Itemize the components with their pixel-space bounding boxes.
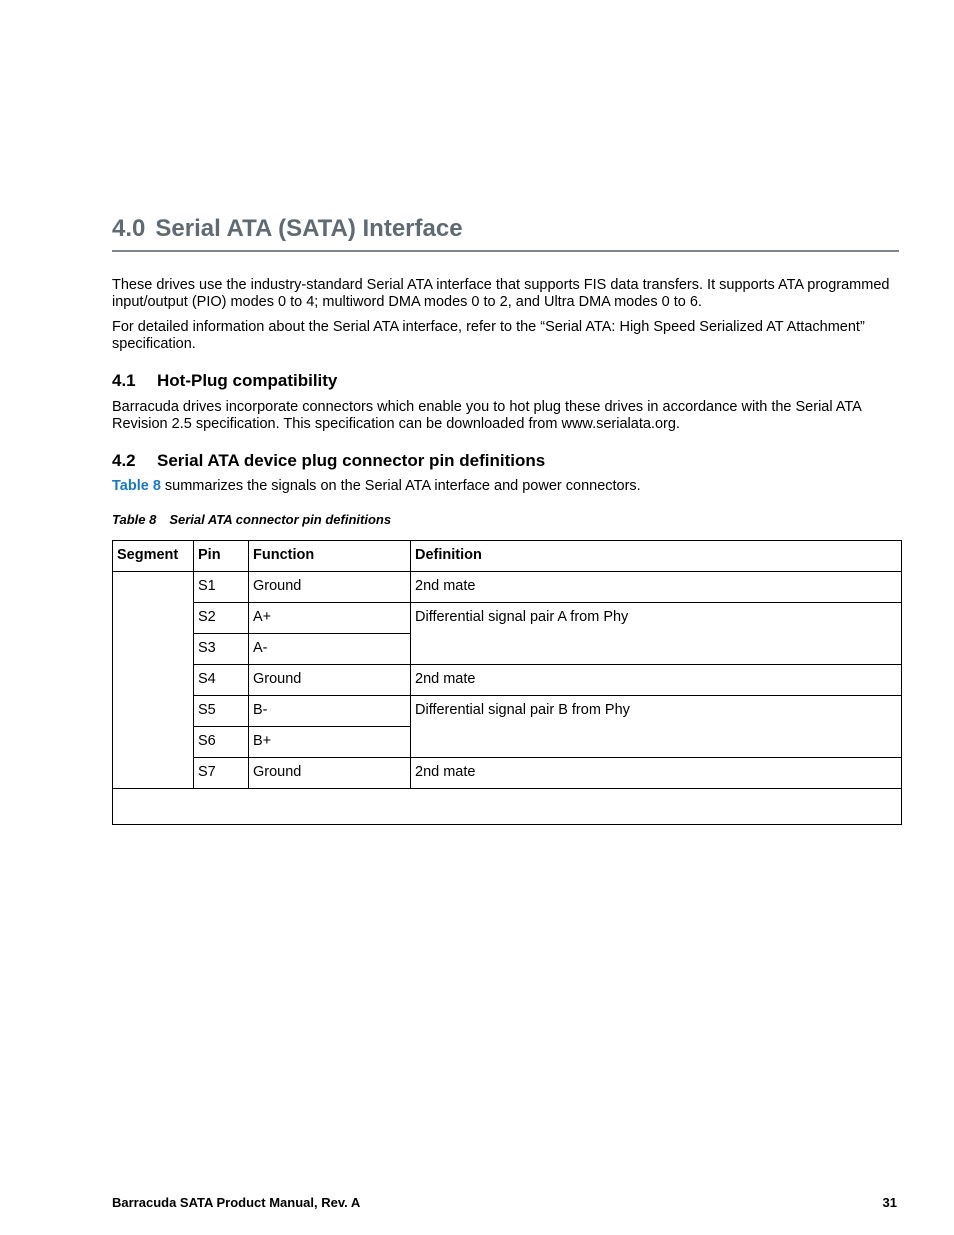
subsection-heading-pin-definitions: [112, 450, 545, 472]
function-cell: B+: [249, 727, 411, 758]
table-empty-row: [113, 789, 902, 825]
reference-paragraph: For detailed information about the Serial ATA interface, refer to the “Serial ATA: High Speed Serialized AT Attachment” specification.: [112, 319, 865, 352]
subsection-title: Hot-Plug compatibility: [157, 371, 338, 390]
function-cell: A+: [249, 603, 411, 634]
pin-cell: S5: [194, 696, 249, 727]
header-pin: Pin: [194, 541, 249, 572]
definition-cell: Differential signal pair A from Phy: [411, 603, 902, 665]
page-number: 31: [882, 1195, 897, 1210]
header-function: Function: [249, 541, 411, 572]
pin-definitions-text: summarizes the signals on the Serial ATA interface and power connectors.: [160, 478, 641, 494]
table-row: [113, 696, 902, 727]
pin-cell: S6: [194, 727, 249, 758]
subsection-title: Serial ATA device plug connector pin definitions: [157, 451, 546, 470]
definition-cell: 2nd mate: [411, 572, 902, 603]
table-caption-title: Serial ATA connector pin definitions: [169, 512, 392, 527]
section-number: 4.0: [112, 215, 146, 242]
segment-cell: [113, 572, 194, 789]
function-cell: Ground: [249, 665, 411, 696]
section-heading: [112, 213, 899, 252]
table-caption-number: Table 8: [112, 512, 157, 527]
pin-cell: S2: [194, 603, 249, 634]
pin-cell: S7: [194, 758, 249, 789]
header-segment: Segment: [113, 541, 194, 572]
pin-cell: S1: [194, 572, 249, 603]
definition-cell: 2nd mate: [411, 665, 902, 696]
subsection-number: 4.1: [112, 371, 136, 390]
header-definition: Definition: [411, 541, 902, 572]
pin-definitions-table: [112, 540, 902, 825]
table-row: [113, 758, 902, 789]
function-cell: Ground: [249, 758, 411, 789]
table-row: [113, 572, 902, 603]
definition-cell: Differential signal pair B from Phy: [411, 696, 902, 758]
section-title: Serial ATA (SATA) Interface: [155, 215, 463, 242]
table-caption: [112, 511, 391, 529]
table-row: [113, 665, 902, 696]
subsection-number: 4.2: [112, 451, 136, 470]
page-footer: [112, 1195, 897, 1210]
table-row: [113, 603, 902, 634]
empty-cell: [113, 789, 902, 825]
pin-definitions-paragraph: [112, 478, 899, 495]
definition-cell: 2nd mate: [411, 758, 902, 789]
function-cell: B-: [249, 696, 411, 727]
subsection-heading-hotplug: [112, 370, 337, 392]
footer-title: Barracuda SATA Product Manual, Rev. A: [112, 1195, 361, 1210]
function-cell: A-: [249, 634, 411, 665]
function-cell: Ground: [249, 572, 411, 603]
pin-cell: S4: [194, 665, 249, 696]
intro-paragraph: These drives use the industry-standard Serial ATA interface that supports FIS data transfers. It supports ATA programmed input/output (PIO) modes 0 to 4; multiword DMA modes 0 to 2, and Ultra DMA modes 0 to 6.: [112, 277, 890, 310]
table-link[interactable]: Table 8: [112, 478, 161, 494]
pin-cell: S3: [194, 634, 249, 665]
hotplug-paragraph: Barracuda drives incorporate connectors which enable you to hot plug these drives in accordance with the Serial ATA Revision 2.5 specification. This specification can be downloaded from www.serialata.org.: [112, 399, 862, 432]
table-header-row: [113, 541, 902, 572]
